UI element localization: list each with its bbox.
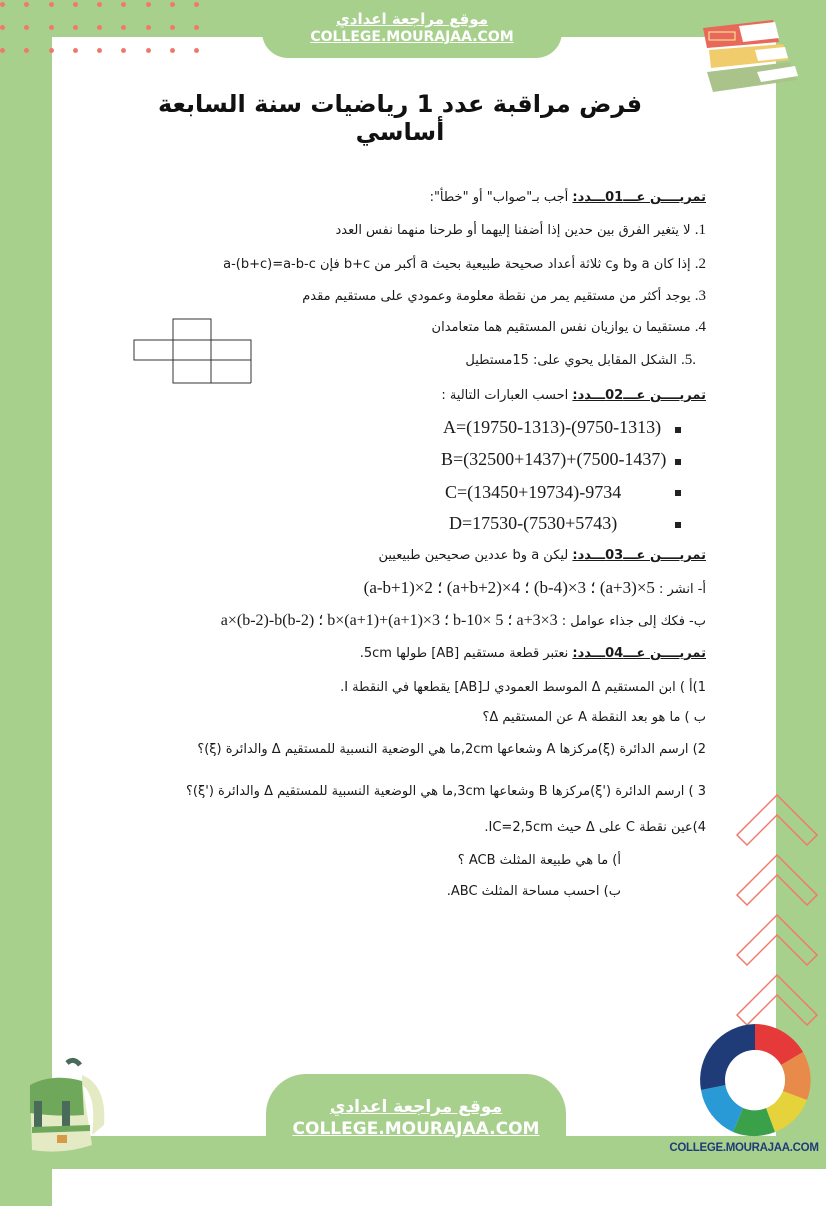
exercise-3-part-b: ب- فكك إلى جذاء عوامل : 3×a+3 ؛ 5 ×b-10 ؛ 3×(a+1)+b×(a+1) ؛ a×(b-2)-b(b-2) [220, 612, 706, 629]
exercise-3-instruction: ليكن a وb عددين صحيحين طبيعيين [378, 548, 569, 563]
expression-d: D=17530-(7530+5743) [449, 513, 618, 533]
dot-pattern-decoration [0, 0, 220, 56]
exercise-1-item: .5. الشكل المقابل يحوي على: 15مستطيل [465, 352, 696, 368]
exercise-4-instruction: نعتبر قطعة مستقيم [AB] طولها 5cm. [359, 646, 569, 661]
exercise-2-header [441, 388, 706, 403]
exercise-1-instruction: أجب بـ"صواب" أو "خطأ": [429, 190, 569, 205]
expression-b: B=(32500+1437)+(7500-1437) [441, 449, 667, 469]
exercise-1-item: 2. إذا كان a وb وc ثلاثة أعداد صحيحة طبيعية بحيث a أكبر من b+c فإن a-(b+c)=a-b-c [223, 256, 706, 272]
exercise-4-heading: تمريــــن عـــ04ـــدد: [572, 646, 706, 661]
exercise-4-item: 3 ) ارسم الدائرة ('ξ)مركزها B وشعاعها 3cm,ما هي الوضعية النسبية للمستقيم Δ والدائرة ('ξ)؟ [186, 784, 706, 799]
education-wheel-logo [693, 1022, 818, 1142]
site-name-arabic-footer[interactable]: موقع مراجعة اعدادي [329, 1097, 503, 1117]
exercise-2-heading: تمريــــن عـــ02ـــدد: [572, 388, 706, 403]
exercise-2-instruction: احسب العبارات التالية : [441, 388, 569, 403]
site-url-footer[interactable]: COLLEGE.MOURAJAA.COM [292, 1119, 540, 1139]
bullet-icon [675, 459, 681, 465]
site-name-arabic[interactable]: موقع مراجعة اعدادي [336, 10, 488, 28]
exercise-4-item: 1)أ ) ابن المستقيم Δ الموسط العمودي لـ[AB] يقطعها في النقطة I. [340, 680, 706, 695]
bullet-icon [675, 427, 681, 433]
backpack-icon [12, 1055, 112, 1160]
exercise-3-heading: تمريــــن عـــ03ـــدد: [572, 548, 706, 563]
frame-left-band [0, 37, 52, 1206]
exercise-4-header [360, 646, 706, 661]
exercise-4-item: ب) احسب مساحة المثلث ABC. [446, 884, 621, 899]
exercise-3-header [378, 548, 706, 563]
bullet-icon [675, 490, 681, 496]
exercise-4-item: أ) ما هي طبيعة المثلث ACB ؟ [457, 853, 621, 868]
exercise-1-heading: تمريــــن عـــ01ـــدد: [572, 190, 706, 205]
site-header-tab[interactable] [262, 0, 562, 58]
exercise-4-item: ب ) ما هو بعد النقطة A عن المستقيم Δ؟ [482, 710, 706, 725]
rectangles-figure [133, 318, 253, 384]
expression-c: C=(13450+19734)-9734 [445, 482, 622, 502]
expression-a: A=(19750-1313)-(9750-1313) [443, 417, 662, 437]
exercise-4-item: 2) ارسم الدائرة (ξ)مركزها A وشعاعها 2cm,ما هي الوضعية النسبية للمستقيم Δ والدائرة (ξ)؟ [197, 742, 706, 757]
document-title: فرض مراقبة عدد 1 رياضيات سنة السابعة أساسي [157, 90, 643, 146]
site-url[interactable]: COLLEGE.MOURAJAA.COM [310, 29, 514, 45]
books-icon [695, 10, 805, 95]
exercise-1-header [430, 190, 706, 205]
bullet-icon [675, 522, 681, 528]
site-footer-tab[interactable] [266, 1074, 566, 1154]
exercise-4-item: 4)عين نقطة C على Δ حيث IC=2,5cm. [484, 820, 706, 835]
exercise-1-item: 3. يوجد أكثر من مستقيم يمر من نقطة معلومة وعمودي على مستقيم مقدم [302, 288, 706, 304]
exercise-1-item: 4. مستقيما ن يوازيان نفس المستقيم هما متعامدان [431, 319, 706, 335]
brand-logo-text[interactable]: COLLEGE.MOURAJAA.COM [669, 1142, 819, 1154]
exercise-1-item: 1. لا يتغير الفرق بين حدين إذا أضفنا إليهما أو طرحنا منهما نفس العدد [335, 222, 706, 238]
chevron-up-icon [732, 790, 822, 1030]
exercise-3-part-a: أ- انشر : 5×(a+3) ؛ 3×(b-4) ؛ 4×(a+b+2) ؛ 2×(a-b+1) [363, 578, 706, 597]
